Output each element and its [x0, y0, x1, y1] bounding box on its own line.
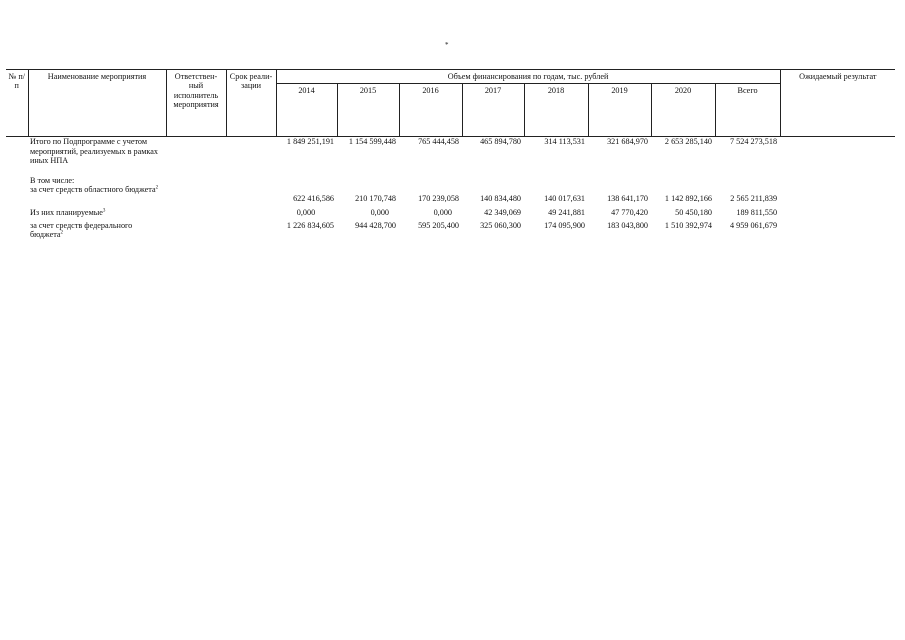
- cell-value: 0,000: [296, 207, 316, 217]
- table-row: [6, 176, 895, 185]
- cell-value: 0,000: [370, 207, 389, 217]
- header-year-2014: 2014: [276, 84, 337, 137]
- header-term: Срок реали-зации: [226, 70, 276, 137]
- row-name: Из них планируемые$^3$: [30, 207, 106, 217]
- header-year-2019: 2019: [588, 84, 651, 137]
- header-result: Ожидаемый результат: [780, 70, 895, 137]
- cell-value: 49 241,881: [548, 207, 585, 217]
- cell-value: 321 684,970: [607, 137, 648, 147]
- cell-value: 0,000: [433, 207, 452, 217]
- cell-value: 944 428,700: [355, 220, 396, 230]
- cell-value: 765 444,458: [418, 137, 459, 147]
- cell-value: 7 524 273,518: [729, 137, 778, 147]
- page-mark: *: [445, 41, 449, 49]
- cell-value: 210 170,748: [355, 194, 396, 204]
- cell-value: 465 894,780: [480, 137, 521, 147]
- table-row: [6, 217, 895, 240]
- header-responsible: Ответствен-ный исполнитель мероприятия: [166, 70, 226, 137]
- row-name: за счет средств областного бюджета$^2$: [30, 185, 159, 195]
- cell-value: 42 349,069: [484, 207, 521, 217]
- cell-value: 1 849 251,191: [286, 137, 334, 147]
- cell-value: 183 043,800: [607, 220, 648, 230]
- header-financing: Объем финансирования по годам, тыс. рублей: [276, 70, 780, 84]
- table-row: [6, 137, 895, 165]
- cell-value: 2 565 211,839: [730, 194, 778, 204]
- cell-value: 1 510 392,974: [664, 220, 712, 230]
- header-year-2015: 2015: [337, 84, 399, 137]
- table-row: [6, 204, 895, 217]
- cell-value: 2 653 285,140: [664, 137, 712, 147]
- cell-value: 50 450,180: [675, 207, 712, 217]
- cell-value: 138 641,170: [607, 194, 648, 204]
- cell-value: 622 416,586: [293, 194, 334, 204]
- financing-table: [6, 69, 895, 240]
- cell-value: 595 205,400: [418, 220, 459, 230]
- header-total: Всего: [715, 84, 780, 137]
- cell-value: 140 834,480: [480, 194, 521, 204]
- header-year-2020: 2020: [651, 84, 715, 137]
- cell-value: 1 142 892,166: [664, 194, 712, 204]
- header-name: Наименование мероприятия: [28, 70, 166, 137]
- row-name: Итого по Подпрограмме с учетом мероприятий, реализуемых в рамках иных НПА: [30, 137, 158, 166]
- cell-value: 47 770,420: [611, 207, 648, 217]
- row-name: за счет средств федерального бюджета$^2$: [30, 220, 133, 240]
- cell-value: 174 095,900: [544, 220, 585, 230]
- cell-value: 1 154 599,448: [348, 137, 396, 147]
- header-num: № п/п: [6, 70, 28, 137]
- header-year-2016: 2016: [399, 84, 462, 137]
- table-row: [6, 185, 895, 203]
- row-name: В том числе:: [30, 175, 75, 185]
- header-year-2017: 2017: [462, 84, 524, 137]
- cell-value: 325 060,300: [480, 220, 521, 230]
- cell-value: 4 959 061,679: [729, 220, 778, 230]
- cell-value: 1 226 834,605: [286, 220, 334, 230]
- cell-value: 189 811,550: [736, 207, 778, 217]
- header-year-2018: 2018: [524, 84, 588, 137]
- cell-value: 314 113,531: [544, 137, 585, 147]
- cell-value: 140 017,631: [544, 194, 585, 204]
- cell-value: 170 239,058: [418, 194, 459, 204]
